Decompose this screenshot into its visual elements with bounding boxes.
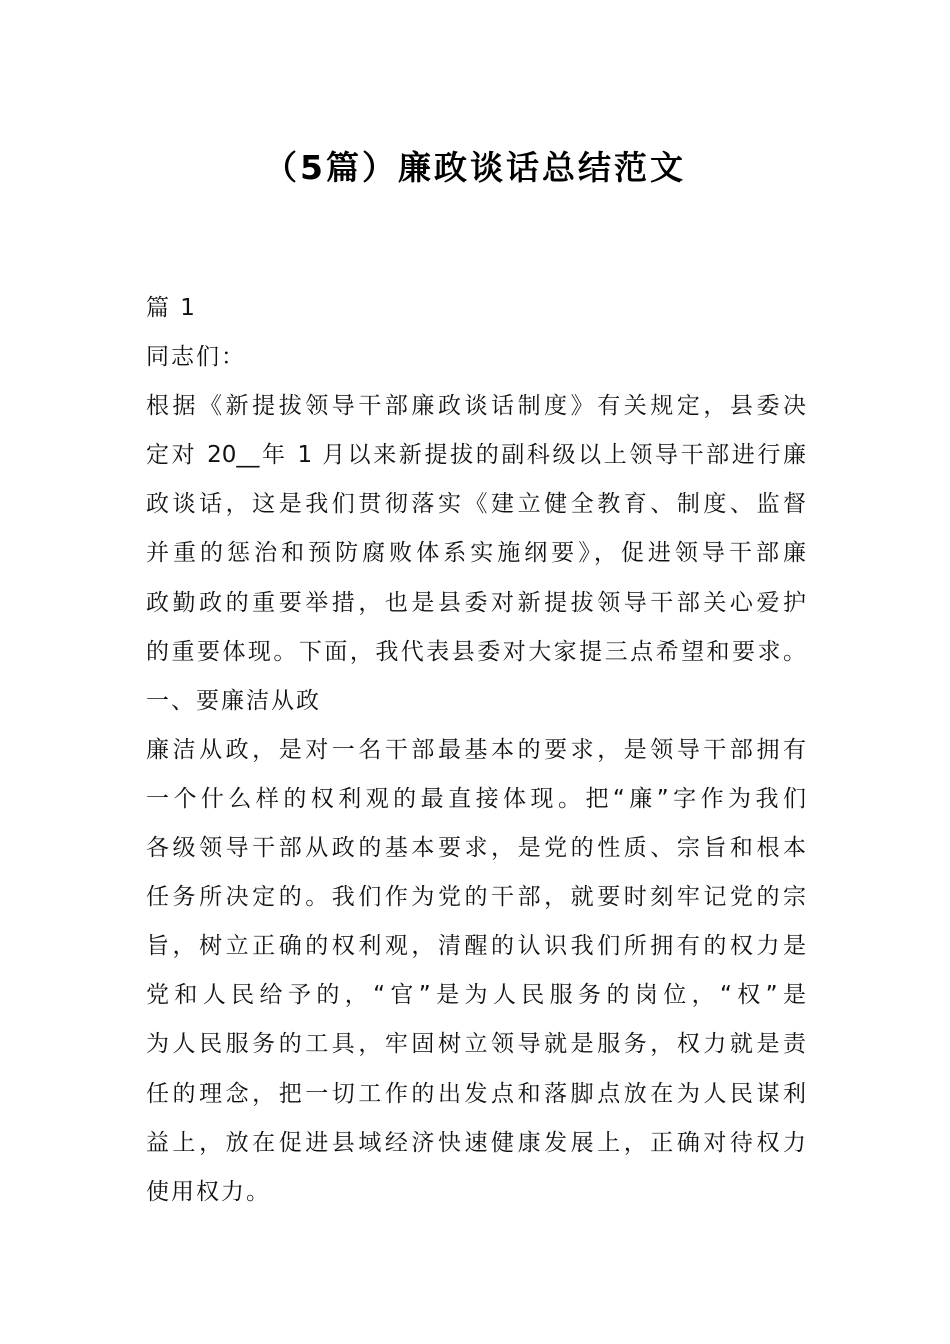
paragraph-line: 各级领导干部从政的基本要求，是党的性质、宗旨和根本 bbox=[146, 835, 806, 862]
salutation: 同志们： bbox=[146, 344, 246, 371]
paragraph-line: 为人民服务的工具，牢固树立领导就是服务，权力就是责 bbox=[146, 1031, 806, 1058]
paragraph-line: 并重的惩治和预防腐败体系实施纲要》，促进领导干部廉 bbox=[146, 540, 806, 567]
paragraph-line: 旨，树立正确的权利观，清醒的认识我们所拥有的权力是 bbox=[146, 933, 806, 960]
paragraph-line: 益上，放在促进县域经济快速健康发展上，正确对待权力 bbox=[146, 1129, 806, 1156]
paragraph-line: 任的理念，把一切工作的出发点和落脚点放在为人民谋利 bbox=[146, 1080, 806, 1107]
paragraph-line: 根据《新提拔领导干部廉政谈话制度》有关规定，县委决 bbox=[146, 393, 806, 420]
paragraph-line: 一个什么样的权利观的最直接体现。把“廉”字作为我们 bbox=[146, 785, 806, 812]
document-title: （5篇）廉政谈话总结范文 bbox=[264, 148, 686, 187]
paragraph-line: 政勤政的重要举措，也是县委对新提拔领导干部关心爱护 bbox=[146, 589, 806, 616]
paragraph-line: 党和人民给予的，“官”是为人民服务的岗位，“权”是 bbox=[146, 982, 806, 1009]
paragraph-line: 廉洁从政，是对一名干部最基本的要求，是领导干部拥有 bbox=[146, 736, 806, 763]
paragraph-line: 使用权力。 bbox=[146, 1178, 271, 1205]
document-body bbox=[146, 287, 806, 1220]
section-heading: 一、要廉洁从政 bbox=[146, 687, 321, 714]
paragraph-line: 的重要体现。下面，我代表县委对大家提三点希望和要求。 bbox=[146, 638, 806, 665]
paragraph-line: 任务所决定的。我们作为党的干部，就要时刻牢记党的宗 bbox=[146, 884, 806, 911]
paragraph-line: 定对 20__年 1 月以来新提拔的副科级以上领导干部进行廉 bbox=[146, 442, 806, 469]
section-label: 篇 1 bbox=[146, 295, 197, 321]
paragraph-line: 政谈话，这是我们贯彻落实《建立健全教育、制度、监督 bbox=[146, 491, 806, 518]
